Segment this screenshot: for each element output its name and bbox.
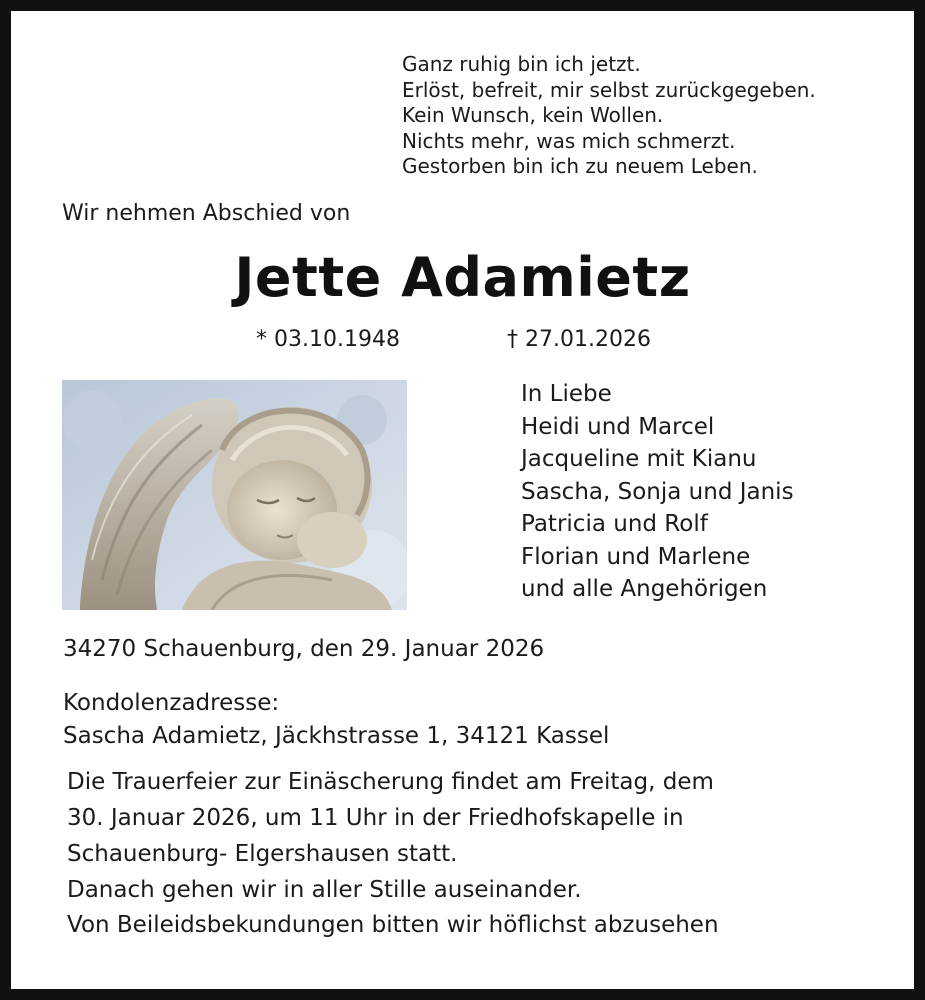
condolence-address-line: Sascha Adamietz, Jäckhstrasse 1, 34121 Kassel [63, 723, 610, 749]
poem [402, 52, 816, 180]
farewell-intro: Wir nehmen Abschied von [62, 201, 351, 226]
service-line: 30. Januar 2026, um 11 Uhr in der Friedhofskapelle in [67, 805, 684, 831]
angel-photo [62, 380, 407, 610]
poem-line: Gestorben bin ich zu neuem Leben. [402, 154, 758, 178]
family-line: Jacqueline mit Kianu [521, 446, 757, 472]
funeral-service-info [67, 764, 714, 908]
poem-line: Erlöst, befreit, mir selbst zurückgegeben. [402, 77, 816, 102]
death-date: † 27.01.2026 [507, 327, 651, 352]
poem-line: Ganz ruhig bin ich jetzt. [402, 52, 641, 76]
service-line: Schauenburg- Elgershausen statt. [67, 841, 458, 867]
family-line: und alle Angehörigen [521, 576, 768, 602]
family-signatures [521, 378, 794, 606]
family-line: Heidi und Marcel [521, 413, 715, 440]
family-line: Patricia und Rolf [521, 511, 708, 537]
poem-line: Kein Wunsch, kein Wollen. [402, 103, 664, 127]
poem-line: Nichts mehr, was mich schmerzt. [402, 128, 736, 153]
angel-statue-image [62, 380, 407, 610]
condolence-label: Kondolenzadresse: [63, 690, 280, 716]
family-line: In Liebe [521, 381, 612, 407]
deceased-name: Jette Adamietz [234, 246, 691, 309]
condolence-address [63, 687, 609, 753]
closing-note: Von Beileidsbekundungen bitten wir höflichst abzusehen [67, 912, 719, 938]
service-line: Die Trauerfeier zur Einäscherung findet am Freitag, dem [67, 769, 714, 795]
birth-date: * 03.10.1948 [256, 327, 400, 352]
place-and-date: 34270 Schauenburg, den 29. Januar 2026 [63, 636, 545, 662]
service-line: Danach gehen wir in aller Stille auseinander. [67, 877, 582, 903]
family-line: Florian und Marlene [521, 543, 751, 570]
family-line: Sascha, Sonja und Janis [521, 478, 794, 505]
